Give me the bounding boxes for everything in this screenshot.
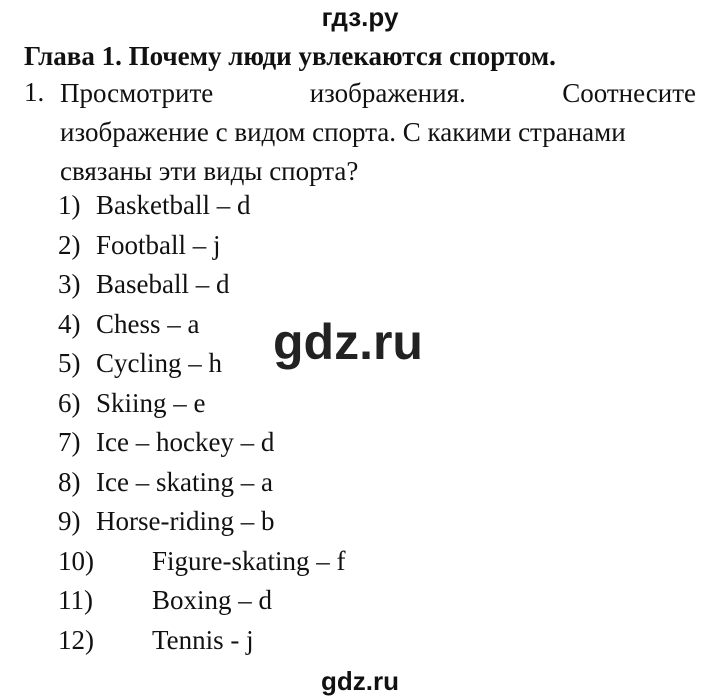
answer-number: 6) bbox=[58, 387, 81, 418]
answer-text: Ice – hockey – d bbox=[96, 427, 275, 457]
answer-item bbox=[58, 226, 345, 266]
answer-number: 3) bbox=[58, 269, 81, 299]
answer-text: Figure-skating – f bbox=[152, 545, 346, 576]
question-text bbox=[60, 74, 696, 191]
answer-text: Boxing – d bbox=[152, 585, 273, 615]
answer-item bbox=[58, 384, 345, 424]
answer-text: Baseball – d bbox=[96, 269, 230, 299]
answer-list bbox=[58, 186, 345, 660]
answer-number: 5) bbox=[58, 348, 81, 378]
answer-number: 4) bbox=[58, 308, 81, 339]
answer-number: 7) bbox=[58, 427, 81, 457]
answer-item bbox=[58, 186, 345, 226]
answer-text: Ice – skating – a bbox=[96, 466, 273, 497]
answer-item bbox=[58, 463, 345, 503]
chapter-title: Глава 1. Почему люди увлекаются спортом. bbox=[24, 41, 556, 71]
answer-number: 8) bbox=[58, 466, 81, 497]
answer-item bbox=[58, 581, 345, 621]
answer-item bbox=[58, 423, 345, 463]
answer-text: Horse-riding – b bbox=[96, 506, 275, 536]
question-line-1 bbox=[60, 74, 696, 113]
question-line-2: изображение с видом спорта. С какими странами bbox=[60, 117, 626, 147]
answer-number: 1) bbox=[58, 190, 81, 220]
answer-text: Skiing – e bbox=[96, 387, 206, 418]
answer-number: 9) bbox=[58, 506, 81, 536]
question-word: изображения. bbox=[309, 78, 466, 108]
question-line-3: связаны эти виды спорта? bbox=[60, 156, 359, 186]
question-number: 1. bbox=[24, 77, 45, 107]
answer-item bbox=[58, 502, 345, 542]
answer-item bbox=[58, 542, 345, 582]
answer-item bbox=[58, 621, 345, 661]
answer-text: Tennis - j bbox=[152, 624, 254, 655]
watermark-middle: gdz.ru bbox=[273, 314, 423, 370]
answer-text: Cycling – h bbox=[96, 348, 222, 378]
watermark-bottom: gdz.ru bbox=[321, 666, 399, 696]
answer-text: Chess – a bbox=[96, 308, 200, 339]
watermark-top: гдз.ру bbox=[321, 2, 399, 32]
answer-item bbox=[58, 265, 345, 305]
answer-number: 11) bbox=[58, 585, 93, 615]
answer-number: 10) bbox=[58, 545, 94, 576]
question-word: Просмотрите bbox=[60, 78, 214, 108]
answer-number: 12) bbox=[58, 624, 94, 655]
answer-text: Football – j bbox=[96, 229, 221, 260]
question-word: Соотнесите bbox=[562, 78, 696, 108]
answer-text: Basketball – d bbox=[96, 190, 251, 220]
answer-number: 2) bbox=[58, 229, 81, 260]
